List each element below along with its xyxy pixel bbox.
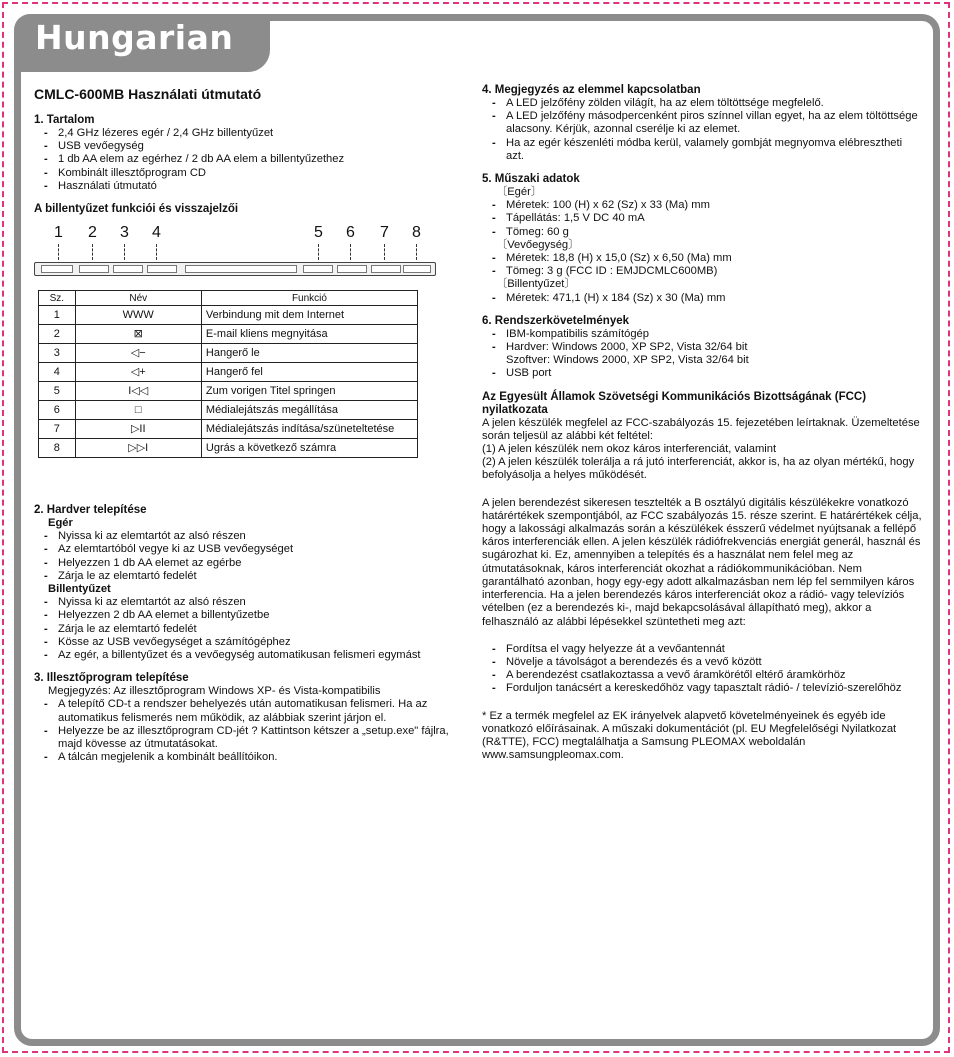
- fcc-paragraph: A jelen készülék megfelel az FCC-szabályozás 15. fejezetében leírtaknak. Üzemeltetése során teljesül az alábbi két feltétel:: [482, 416, 920, 442]
- keyboard-leader-lines: [34, 244, 454, 262]
- list-item: - A telepítő CD-t a rendszer behelyezés után automatikusan felismeri. Ha az automatikus felismerés nem működik, az alábbiak szerint járjon el.: [40, 698, 454, 724]
- table-row: [39, 439, 418, 458]
- section-battery-title: 4. Megjegyzés az elemmel kapcsolatban: [482, 84, 701, 96]
- key-number: 4: [152, 224, 161, 242]
- section-driver-title: 3. Illesztőprogram telepítése: [34, 672, 189, 685]
- row-function: Hangerő fel: [201, 363, 417, 382]
- row-number: 1: [39, 306, 76, 325]
- list-item: - Tömeg: 3 g (FCC ID : EMJDCMLC600MB): [488, 265, 922, 278]
- keyboard-functions-title: A billentyűzet funkciói és visszajelzői: [34, 203, 239, 216]
- section-requirements-title: 6. Rendszerkövetelmények: [482, 314, 630, 327]
- row-function: Médialejátszás indítása/szüneteltetése: [201, 420, 417, 439]
- left-column: [34, 84, 454, 764]
- stop-icon: □: [75, 401, 201, 420]
- row-number: 5: [39, 382, 76, 401]
- list-item: - 2,4 GHz lézeres egér / 2,4 GHz billentyűzet: [40, 127, 454, 140]
- section-specs-title: 5. Műszaki adatok: [482, 173, 580, 186]
- key-number: 1: [54, 224, 63, 242]
- specs-receiver-label: 〔Vevőegység〕: [496, 238, 580, 251]
- fcc-condition-1: (1) A jelen készülék nem okoz káros interferenciát, valamint: [482, 443, 777, 456]
- right-column: [482, 84, 922, 762]
- row-function: Zum vorigen Titel springen: [201, 382, 417, 401]
- col-header-number: Sz.: [39, 291, 76, 306]
- list-item: - Használati útmutató: [40, 180, 454, 193]
- list-item: - Méretek: 18,8 (H) x 15,0 (Sz) x 6,50 (Ma) mm: [488, 252, 922, 265]
- section-hardware-title: 2. Hardver telepítése: [34, 504, 147, 517]
- row-function: E-mail kliens megnyitása: [201, 325, 417, 344]
- previous-track-icon: I◁◁: [75, 382, 201, 401]
- mouse-install-list: [40, 530, 454, 583]
- list-item: - Nyissa ki az elemtartót az alsó részen: [40, 596, 454, 609]
- mail-icon: ⊠: [75, 325, 201, 344]
- driver-install-list: [40, 698, 454, 764]
- table-row: [39, 344, 418, 363]
- list-item: - Kombinált illesztőprogram CD: [40, 167, 454, 180]
- list-item: - Hardver: Windows 2000, XP SP2, Vista 32/64 bit: [488, 341, 922, 354]
- keyboard-functions-table: [38, 290, 418, 458]
- fcc-condition-2: (2) A jelen készülék tolerálja a rá jutó interferenciát, akkor is, ha az olyan mértékű, hogy befolyásolja a helyes működését.: [482, 456, 915, 482]
- ce-compliance-note: * Ez a termék megfelel az EK irányelvek alapvető követelményeinek és egyéb ide vonatkozó előírásainak. A műszaki dokumentációt (pl. EU Megfelelőségi Nyilatkozat (R&TTE), FCC) megtalálhatja a Samsung PLEOMAX weboldalán www.samsungpleomax.com.: [482, 709, 897, 762]
- requirements-list-2: [488, 367, 922, 380]
- language-tab-title: Hungarian: [35, 18, 234, 57]
- volume-up-icon: ◁+: [75, 363, 201, 382]
- list-item: - Nyissa ki az elemtartót az alsó részen: [40, 530, 454, 543]
- list-item: - Tápellátás: 1,5 V DC 40 mA: [488, 212, 922, 225]
- specs-mouse-list: [488, 199, 922, 239]
- row-function: Médialejátszás megállítása: [201, 401, 417, 420]
- row-function: Hangerő le: [201, 344, 417, 363]
- keyboard-hotkey-strip-illustration: [34, 262, 436, 276]
- list-item: - Zárja le az elemtartó fedelét: [40, 623, 454, 636]
- row-number: 8: [39, 439, 76, 458]
- driver-note: Megjegyzés: Az illesztőprogram Windows XP- és Vista-kompatibilis: [48, 685, 381, 698]
- section-contents-title: 1. Tartalom: [34, 114, 95, 126]
- contents-list: [40, 127, 454, 193]
- next-track-icon: ▷▷I: [75, 439, 201, 458]
- list-item: - 1 db AA elem az egérhez / 2 db AA elem a billentyűzethez: [40, 153, 454, 166]
- keyboard-install-list: [40, 596, 454, 662]
- list-item: - USB port: [488, 367, 922, 380]
- table-row: [39, 325, 418, 344]
- mouse-subheading: Egér: [48, 517, 73, 530]
- keyboard-subheading: Billentyűzet: [48, 583, 111, 596]
- list-item: - A berendezést csatlakoztassa a vevő áramkörétől eltérő áramkörhöz: [488, 669, 922, 682]
- table-row: [39, 363, 418, 382]
- specs-keyboard-list: [488, 292, 922, 305]
- list-item: - Fordítsa el vagy helyezze át a vevőantennát: [488, 643, 922, 656]
- row-number: 4: [39, 363, 76, 382]
- key-number: 3: [120, 224, 129, 242]
- table-row: [39, 420, 418, 439]
- list-item: - IBM-kompatibilis számítógép: [488, 328, 922, 341]
- table-row: [39, 382, 418, 401]
- specs-keyboard-label: 〔Billentyűzet〕: [496, 278, 576, 291]
- key-number: 6: [346, 224, 355, 242]
- key-number: 5: [314, 224, 323, 242]
- specs-mouse-label: 〔Egér〕: [496, 186, 543, 199]
- list-item: - Növelje a távolságot a berendezés és a vevő között: [488, 656, 922, 669]
- list-item: - Tömeg: 60 g: [488, 226, 922, 239]
- list-item: - Ha az egér készenléti módba kerül, valamely gombját megnyomva elébresztheti azt.: [488, 137, 922, 163]
- col-header-function: Funkció: [201, 291, 417, 306]
- list-item: - Helyezze be az illesztőprogram CD-jét ? Kattintson kétszer a „setup.exe" fájlra, majd kövesse az útmutatásokat.: [40, 725, 454, 751]
- specs-receiver-list: [488, 252, 922, 278]
- list-item: - Az elemtartóból vegye ki az USB vevőegységet: [40, 543, 454, 556]
- battery-notes-list: [488, 97, 922, 163]
- list-item: - Helyezzen 1 db AA elemet az egérbe: [40, 557, 454, 570]
- list-item: - Forduljon tanácsért a kereskedőhöz vagy tapasztalt rádió- / televízió-szerelőhöz: [488, 682, 922, 695]
- doc-title: CMLC-600MB Használati útmutató: [34, 86, 262, 102]
- row-number: 3: [39, 344, 76, 363]
- list-item: - USB vevőegység: [40, 140, 454, 153]
- key-number: 8: [412, 224, 421, 242]
- row-function: Verbindung mit dem Internet: [201, 306, 417, 325]
- list-item: - Az egér, a billentyűzet és a vevőegység automatikusan felismeri egymást: [40, 649, 454, 662]
- requirements-software: Szoftver: Windows 2000, XP SP2, Vista 32/64 bit: [506, 354, 749, 367]
- volume-down-icon: ◁−: [75, 344, 201, 363]
- fcc-steps-list: [488, 643, 922, 696]
- requirements-list: [488, 328, 922, 354]
- key-number: 2: [88, 224, 97, 242]
- row-number: 6: [39, 401, 76, 420]
- table-row: [39, 306, 418, 325]
- col-header-name: Név: [75, 291, 201, 306]
- www-icon: WWW: [75, 306, 201, 325]
- list-item: - Méretek: 100 (H) x 62 (Sz) x 33 (Ma) mm: [488, 199, 922, 212]
- fcc-interference-paragraph: A jelen berendezést sikeresen tesztelték a B osztályú digitális készülékekre vonatkozó határértékek szempontjából, az FCC szabályozás 15. része szerint. E határértékek célja, hogy a lakossági alkalmazás során a készülékek ésszerű védelmet nyújtsanak a fellépő káros interferenciák ellen. A jelen készülék rádiófrekvenciás energiát generál, használ és sugározhat ki. Ez, amennyiben a telepítés és a használat nem felel meg az útmutatásoknak, káros interferenciát okozhat a rádiókommunikációban. Nem garantálható azonban, hogy egy-egy adott alkalmazásban nem lép fel semmilyen káros interferencia. Ha a jelen berendezés káros interferenciát okoz a rádió- vagy televíziós vételben (ez a berendezés ki-, majd bekapcsolásával állapítható meg), akkor a felhasználó az alábbi lépésekkel szüntetheti meg azt:: [482, 496, 922, 628]
- table-row: [39, 401, 418, 420]
- list-item: - Helyezzen 2 db AA elemet a billentyűzetbe: [40, 609, 454, 622]
- fcc-title: Az Egyesült Államok Szövetségi Kommunikációs Bizottságának (FCC) nyilatkozata: [482, 390, 867, 416]
- play-pause-icon: ▷II: [75, 420, 201, 439]
- list-item: - A LED jelzőfény zölden világít, ha az elem töltöttsége megfelelő.: [488, 97, 922, 110]
- row-number: 7: [39, 420, 76, 439]
- row-function: Ugrás a következő számra: [201, 439, 417, 458]
- list-item: - A tálcán megjelenik a kombinált beállítóikon.: [40, 751, 454, 764]
- list-item: - Zárja le az elemtartó fedelét: [40, 570, 454, 583]
- list-item: - A LED jelzőfény másodpercenként piros színnel villan egyet, ha az elem töltöttsége alacsony. Kérjük, azonnal cserélje ki az elemet.: [488, 110, 922, 136]
- keyboard-key-numbers: [34, 226, 454, 244]
- key-number: 7: [380, 224, 389, 242]
- list-item: - Kösse az USB vevőegységet a számítógéphez: [40, 636, 454, 649]
- list-item: - Méretek: 471,1 (H) x 184 (Sz) x 30 (Ma) mm: [488, 292, 922, 305]
- row-number: 2: [39, 325, 76, 344]
